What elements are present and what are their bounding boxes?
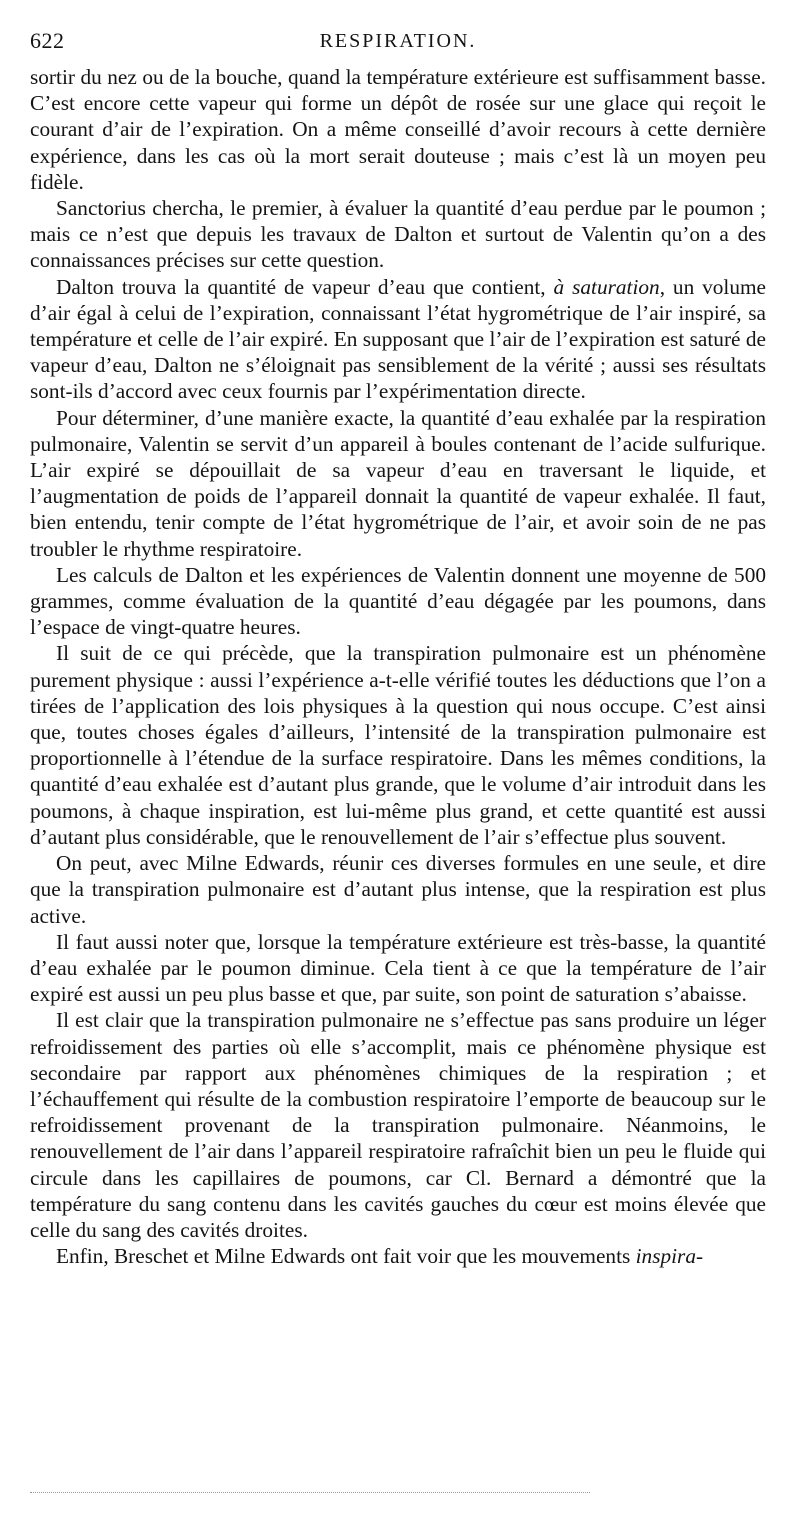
paragraph-text: Dalton trouva la quantité de vapeur d’eau que contient, [56, 274, 554, 299]
paragraph: On peut, avec Milne Edwards, réunir ces diverses formules en une seule, et dire que la transpiration pulmonaire est d’autant plus intense, que la respiration est plus active. [30, 851, 766, 928]
paragraph [30, 274, 766, 405]
paragraph: Pour déterminer, d’une manière exacte, la quantité d’eau exhalée par la respiration pulmonaire, Valentin se servit d’un appareil à boules contenant de l’acide sulfurique. L’air expiré se dépouillait de sa vapeur d’eau en traversant le liquide, et l’augmentation de poids de l’appareil donnait la quantité de vapeur exhalée. Il faut, bien entendu, tenir compte de l’état hygrométrique de l’air, et avoir soin de ne pas troubler le rhythme respiratoire. [30, 405, 766, 561]
body-text [30, 64, 766, 1269]
paragraph [30, 1243, 766, 1269]
paragraph: Il suit de ce qui précède, que la transpiration pulmonaire est un phénomène purement physique : aussi l’expérience a-t-elle vérifié toutes les déductions que l’on a tirées de l’application des lois physiques à la question qui nous occupe. C’est ainsi que, toutes choses égales d’ailleurs, l’intensité de la transpiration pulmonaire est proportionnelle à l’étendue de la surface respiratoire. Dans les mêmes conditions, la quantité d’eau exhalée est d’autant plus grande, que le volume d’air introduit dans les poumons, à chaque inspiration, est lui-même plus grand, et cette quantité est aussi d’autant plus considérable, que le renouvellement de l’air s’effectue plus souvent. [30, 641, 766, 849]
italic-term: inspira- [635, 1244, 704, 1269]
paragraph-text: , un volume d’air égal à celui de l’expiration, connaissant l’état hygrométrique de l’air inspiré, sa température et celle de l’air expiré. En supposant que l’air de l’expiration est saturé de vapeur d’eau, Dalton ne s’éloignait pas sensiblement de la vérité ; aussi ses résultats sont-ils d’accord avec ceux fournis par l’expérimentation directe. [30, 274, 767, 404]
paragraph: Il est clair que la transpiration pulmonaire ne s’effectue pas sans produire un léger refroidissement des parties où elle s’accomplit, mais ce phénomène physique est secondaire par rapport aux phénomènes chimiques de la respiration ; et l’échauffement qui résulte de la combustion respiratoire l’emporte de beaucoup sur le refroidissement provenant de la transpiration pulmonaire. Néanmoins, le renouvellement de l’air dans l’appareil respiratoire rafraîchit bien un peu le fluide qui circule dans les capillaires de poumons, car Cl. Bernard a démontré que la température du sang contenu dans les cavités gauches du cœur est moins élevée que celle du sang des cavités droites. [30, 1008, 766, 1242]
page-number: 622 [30, 28, 65, 53]
paragraph: Les calculs de Dalton et les expériences de Valentin donnent une moyenne de 500 grammes, comme évaluation de la quantité d’eau dégagée par les poumons, dans l’espace de vingt-quatre heures. [30, 562, 766, 640]
italic-term: à saturation [553, 274, 660, 299]
paragraph-text: Enfin, Breschet et Milne Edwards ont fait voir que les mouvements [56, 1244, 636, 1269]
paragraph: Sanctorius chercha, le premier, à évaluer la quantité d’eau perdue par le poumon ; mais ce n’est que depuis les travaux de Dalton et surtout de Valentin qu’on a des connaissances précises sur cette question. [30, 196, 766, 273]
running-title: RESPIRATION. [319, 30, 477, 52]
book-page [30, 28, 766, 1269]
paragraph: sortir du nez ou de la bouche, quand la température extérieure est suffisamment basse. C’est encore cette vapeur qui forme un dépôt de rosée sur une glace qui reçoit le courant d’air de l’expiration. On a même conseillé d’avoir recours à cette dernière expérience, dans les cas où la mort serait douteuse ; mais c’est là un moyen peu fidèle. [30, 65, 766, 194]
running-head [30, 28, 766, 64]
paragraph: Il faut aussi noter que, lorsque la température extérieure est très-basse, la quantité d’eau exhalée par le poumon diminue. Cela tient à ce que la température de l’air expiré est aussi un peu plus basse et que, par suite, son point de saturation s’abaisse. [30, 929, 766, 1007]
footer-divider [30, 1492, 590, 1493]
